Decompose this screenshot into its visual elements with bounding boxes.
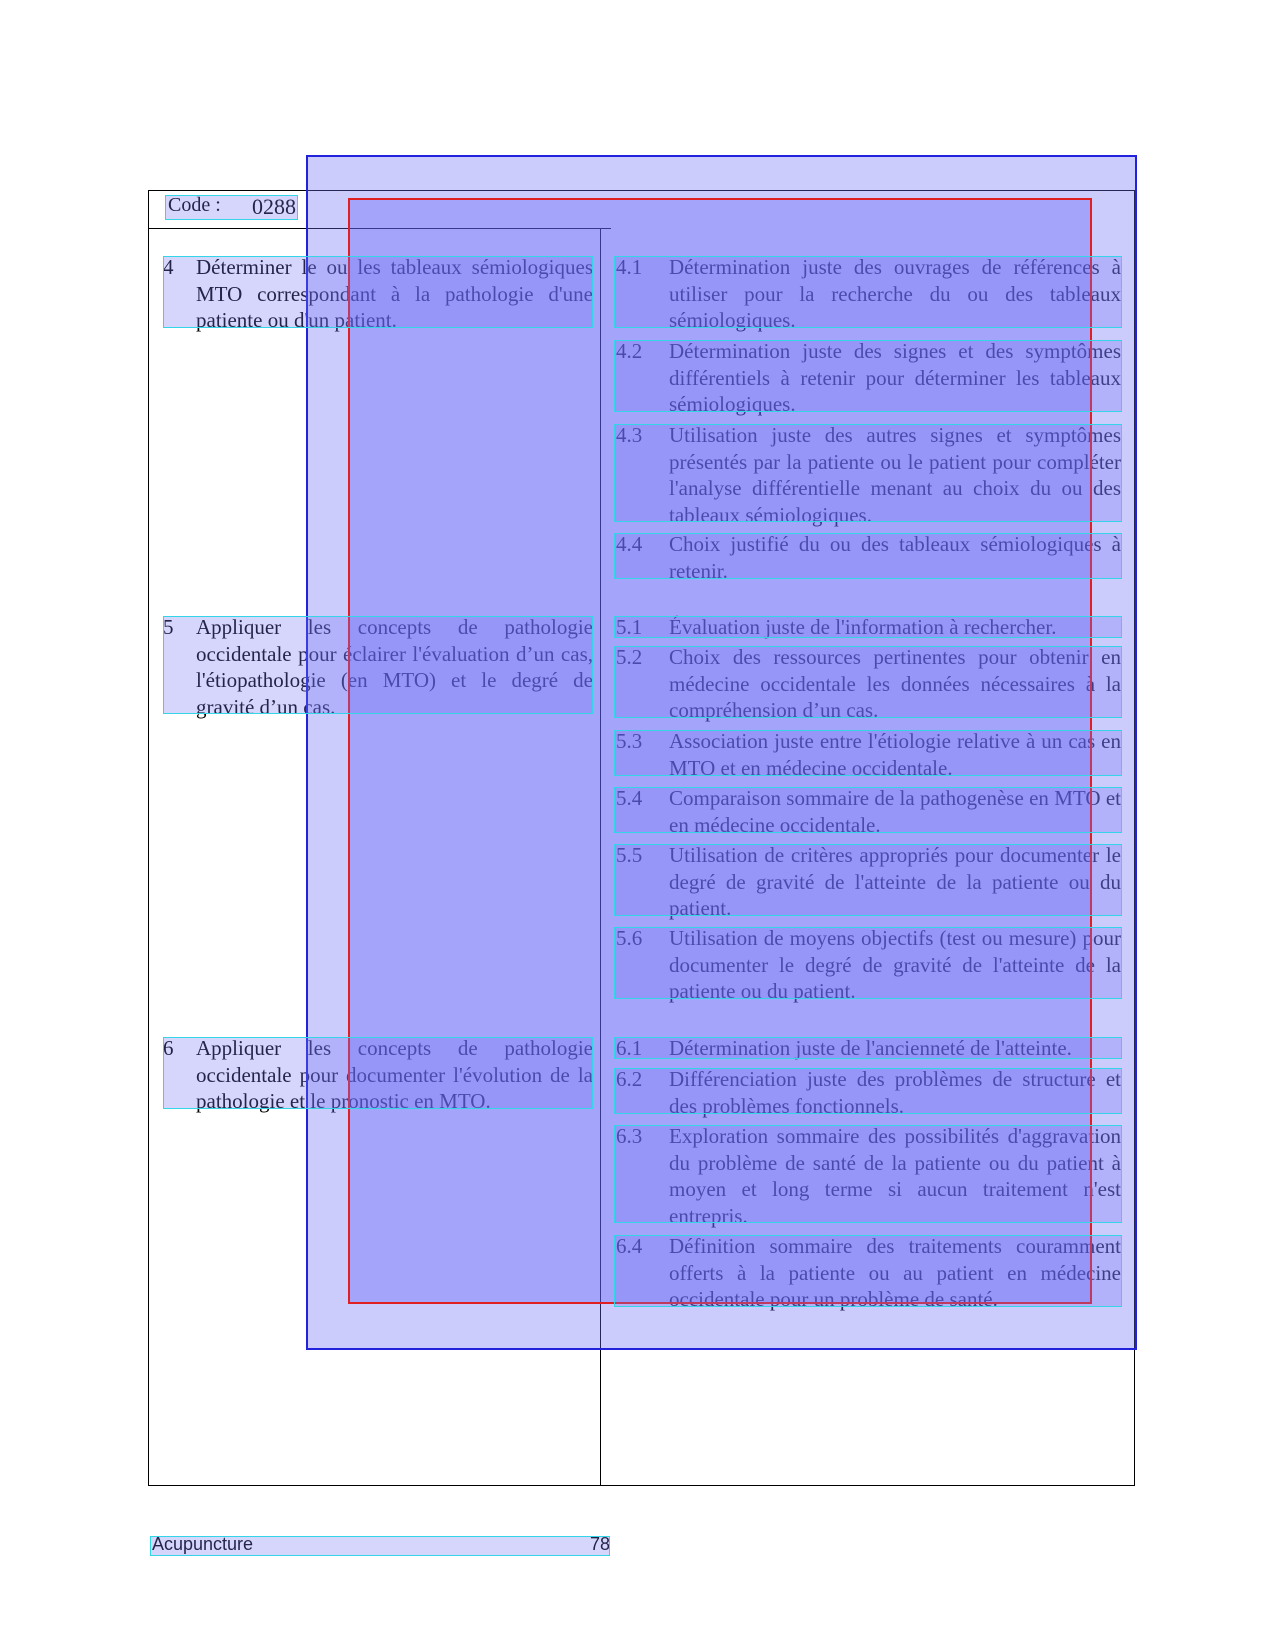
criterion-number: 6.3 — [616, 1124, 643, 1148]
criterion-text: Utilisation de critères appropriés pour documenter le degré de gravité de l'atteinte de la patiente ou du patient. — [669, 843, 1121, 920]
criterion-text: Comparaison sommaire de la pathogenèse en MTO et en médecine occidentale. — [669, 786, 1121, 837]
criterion-number: 4.1 — [616, 255, 643, 279]
footer-program: Acupuncture — [152, 1534, 254, 1554]
competency-text: Appliquer les concepts de pathologie occidentale pour éclairer l'évaluation d’un cas, l'étiopathologie (en MTO) et le degré de gravité d’un cas. — [196, 615, 593, 719]
criterion-number: 5.2 — [616, 645, 643, 669]
criterion-text: Détermination juste des signes et des symptômes différentiels à retenir pour déterminer les tableaux sémiologiques. — [669, 339, 1121, 416]
criterion-text: Détermination juste des ouvrages de références à utiliser pour la recherche du ou des tableaux sémiologiques. — [669, 255, 1121, 332]
criterion-text: Association juste entre l'étiologie relative à un cas en MTO et en médecine occidentale. — [669, 729, 1121, 780]
criterion-text: Utilisation juste des autres signes et symptômes présentés par la patiente ou le patient pour compléter l'analyse différentielle menant au choix du ou des tableaux sémiologiques. — [669, 423, 1121, 527]
code-label: Code : — [168, 194, 221, 216]
criterion-number: 6.1 — [616, 1036, 643, 1060]
code-value: 0288 — [252, 194, 296, 219]
footer-page-number: 78 — [590, 1534, 611, 1554]
criterion-number: 5.6 — [616, 926, 643, 950]
criterion-number: 4.4 — [616, 532, 643, 556]
criterion-text: Choix justifié du ou des tableaux sémiologiques à retenir. — [669, 532, 1121, 583]
criterion-text: Exploration sommaire des possibilités d'aggravation du problème de santé de la patiente ou du patient à moyen et long terme si aucun traitement n'est entrepris. — [669, 1124, 1121, 1228]
header-divider — [148, 228, 611, 229]
criterion-number: 5.4 — [616, 786, 643, 810]
column-divider — [600, 228, 601, 1486]
criterion-number: 5.5 — [616, 843, 643, 867]
criterion-number: 5.1 — [616, 615, 643, 639]
criterion-text: Évaluation juste de l'information à rechercher. — [669, 615, 1057, 639]
criterion-text: Choix des ressources pertinentes pour obtenir en médecine occidentale les données nécessaires à la compréhension d’un cas. — [669, 645, 1121, 722]
criterion-text: Définition sommaire des traitements couramment offerts à la patiente ou au patient en médecine occidentale pour un problème de santé. — [669, 1234, 1121, 1311]
competency-text: Appliquer les concepts de pathologie occidentale pour documenter l'évolution de la pathologie et le pronostic en MTO. — [196, 1036, 593, 1113]
criterion-text: Différenciation juste des problèmes de structure et des problèmes fonctionnels. — [669, 1067, 1121, 1118]
competency-text: Déterminer le ou les tableaux sémiologiques MTO correspondant à la pathologie d'une patiente ou d'un patient. — [196, 255, 593, 332]
criterion-number: 4.2 — [616, 339, 643, 363]
criterion-text: Détermination juste de l'ancienneté de l'atteinte. — [669, 1036, 1072, 1060]
criterion-text: Utilisation de moyens objectifs (test ou mesure) pour documenter le degré de gravité de l'atteinte de la patiente ou du patient. — [669, 926, 1121, 1003]
competency-number: 5 — [163, 615, 174, 639]
criterion-number: 6.4 — [616, 1234, 643, 1258]
competency-number: 4 — [163, 255, 174, 279]
criterion-number: 6.2 — [616, 1067, 643, 1091]
criterion-number: 4.3 — [616, 423, 643, 447]
competency-number: 6 — [163, 1036, 174, 1060]
criterion-number: 5.3 — [616, 729, 643, 753]
